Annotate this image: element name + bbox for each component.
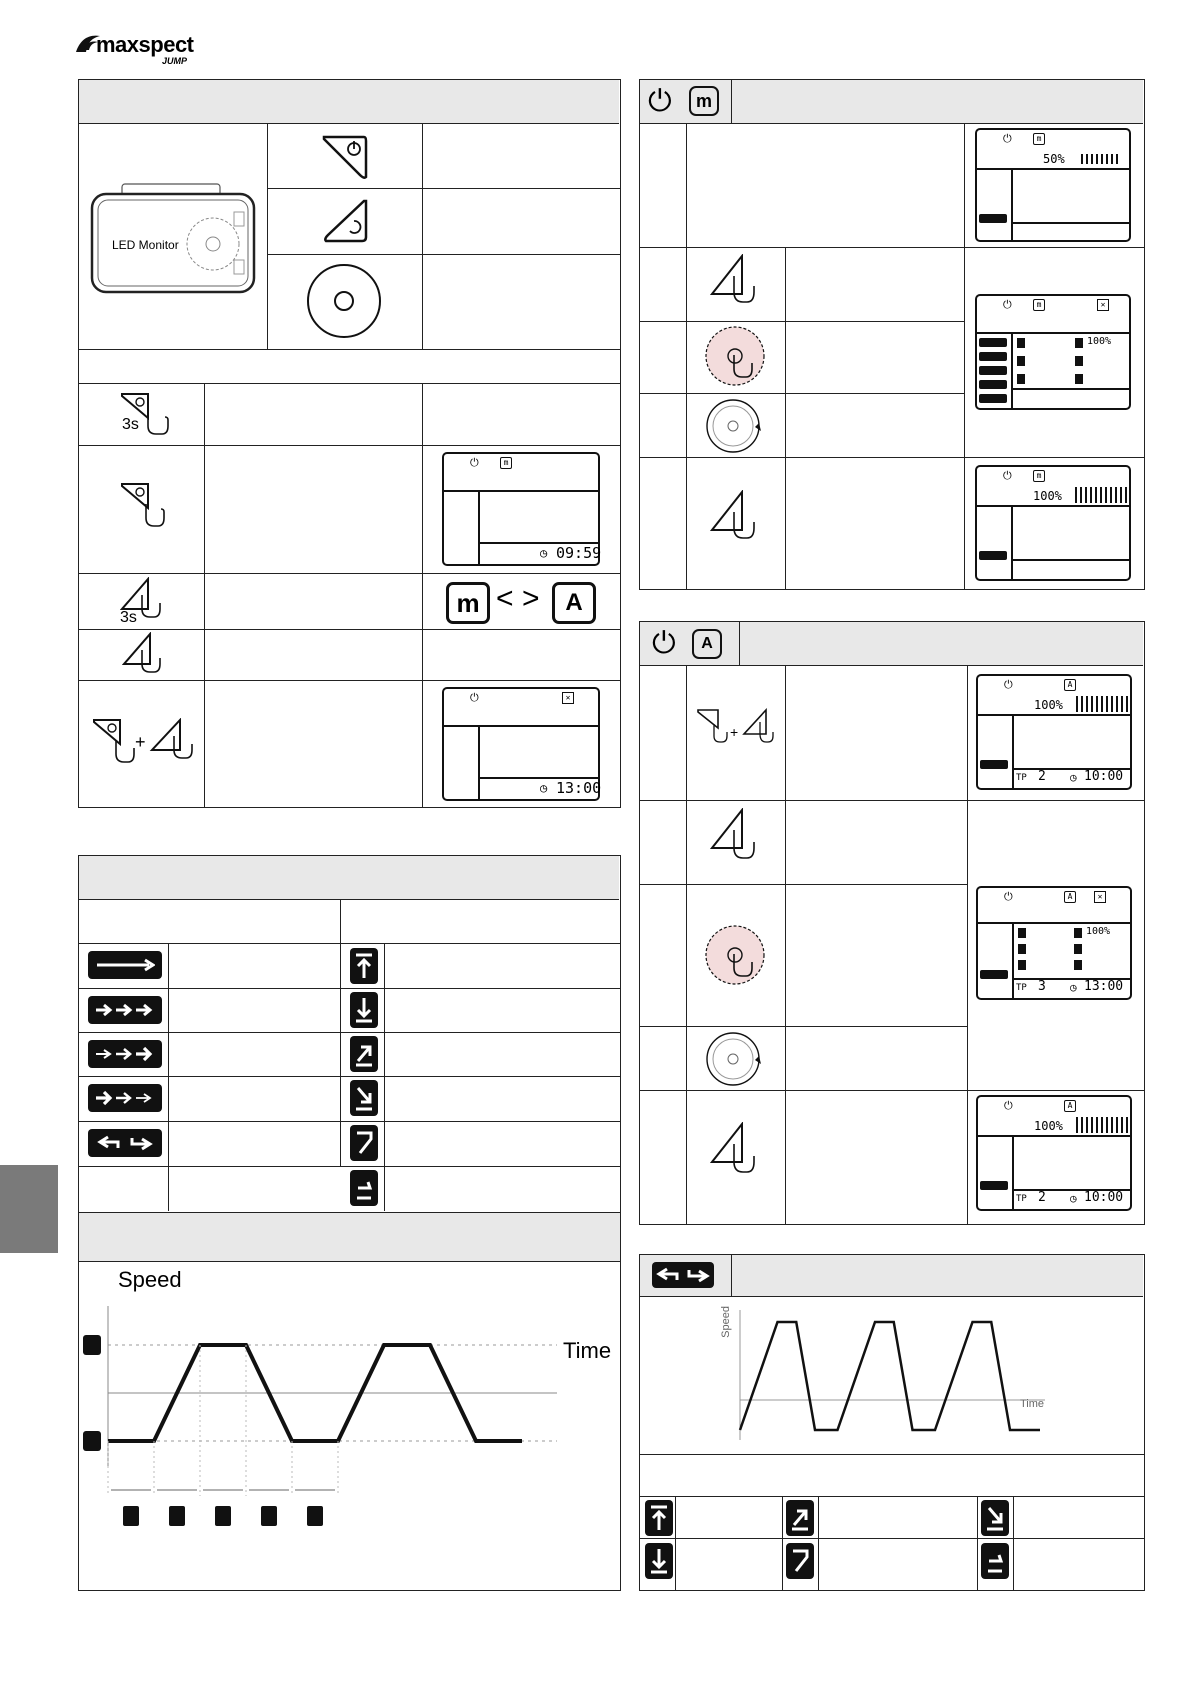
constant-small-icon bbox=[979, 551, 1007, 560]
lcd-manual-setting bbox=[975, 294, 1131, 410]
ramp-up-time-icon-b bbox=[786, 1500, 814, 1536]
wave-chart-ylabel: Speed bbox=[720, 1306, 732, 1338]
power-hold-gesture-icon bbox=[118, 392, 174, 438]
tp-label: TP bbox=[1016, 773, 1027, 783]
chart-xlabel: Time bbox=[563, 1338, 612, 1363]
auto-mode-icon: A bbox=[552, 582, 596, 624]
ramp-down-time-icon bbox=[350, 1080, 378, 1116]
lcd-time-manual: 09:59 bbox=[556, 544, 602, 562]
speed-pct: 50% bbox=[1043, 152, 1065, 166]
power-small-icon: ⏻ bbox=[1004, 1099, 1013, 1112]
dial-rotate-icon bbox=[703, 397, 767, 455]
tp-value: 2 bbox=[1038, 769, 1046, 784]
min-speed-icon-b bbox=[645, 1543, 673, 1579]
wave-chart-svg bbox=[710, 1300, 1060, 1450]
power-header-icon: ⏻ bbox=[652, 627, 676, 660]
clock-small-icon: ◷ bbox=[540, 781, 548, 795]
plus-sign: + bbox=[135, 732, 146, 752]
segment-icon bbox=[215, 1506, 231, 1526]
max-speed-axis-icon bbox=[83, 1335, 101, 1355]
clock-small-icon: ◷ bbox=[540, 546, 548, 560]
power-small-icon: ⏻ bbox=[1004, 678, 1013, 691]
mode-button-icon bbox=[322, 197, 372, 245]
high-hold-time-icon-b bbox=[786, 1543, 814, 1579]
min-speed-axis-icon bbox=[83, 1431, 101, 1451]
low-hold-time-icon bbox=[350, 1170, 378, 1206]
gradual-up-mode-icon bbox=[88, 1040, 162, 1068]
section-header-2 bbox=[79, 1212, 620, 1262]
speed-bars bbox=[1075, 487, 1127, 503]
mode-hold-gesture-icon bbox=[120, 577, 174, 627]
hold-3s-label: 3s bbox=[122, 416, 139, 433]
mode-less-sign: < bbox=[496, 582, 514, 615]
power-small-icon: ⏻ bbox=[1003, 298, 1012, 311]
auto-header-icon: A bbox=[692, 629, 722, 659]
wave-chart-xlabel: Time bbox=[1020, 1398, 1045, 1410]
mode-press-icon-r1 bbox=[710, 254, 760, 314]
lcd-auto-setting: ⏻ A ✕ 100% TP 3 ◷ 13:00 bbox=[976, 886, 1132, 1000]
segment-icon bbox=[261, 1506, 277, 1526]
auto-small-icon: A bbox=[1064, 891, 1076, 903]
constant-small-icon bbox=[979, 214, 1007, 223]
hold-3s-label-2: 3s bbox=[120, 609, 137, 626]
chart-ylabel: Speed bbox=[118, 1267, 182, 1292]
manual-mode-icon: m bbox=[446, 582, 490, 624]
lcd-auto-tp2-b: ⏻ A 100% TP 2 ◷ 10:00 bbox=[976, 1095, 1132, 1211]
manual-small-icon: m bbox=[1033, 133, 1045, 145]
tp-time: 13:00 bbox=[1084, 979, 1124, 994]
lcd-manual-100 bbox=[975, 465, 1131, 581]
max-speed-icon-b bbox=[645, 1500, 673, 1536]
tp-time: 10:00 bbox=[1084, 769, 1124, 784]
power-small-icon: ⏻ bbox=[470, 456, 479, 469]
manual-header-icon: m bbox=[689, 86, 719, 116]
lock-small-icon: ✕ bbox=[1097, 299, 1109, 311]
segment-icon bbox=[307, 1506, 323, 1526]
lcd-auto-tp2: ⏻ A 100% TP 2 ◷ 10:00 bbox=[976, 674, 1132, 790]
combo-gesture-icon-r bbox=[694, 708, 776, 756]
tp-time: 10:00 bbox=[1084, 1190, 1124, 1205]
speed-pct: 100% bbox=[1033, 489, 1062, 503]
tp-label: TP bbox=[1016, 983, 1027, 993]
tp-value: 2 bbox=[1038, 1190, 1046, 1205]
wave-speed-chart bbox=[710, 1300, 1060, 1450]
pulse-mode-icon bbox=[88, 996, 162, 1024]
segment-icon bbox=[123, 1506, 139, 1526]
mode-press-gesture-icon bbox=[122, 632, 168, 678]
speed-bars bbox=[1076, 696, 1128, 712]
power-small-icon: ⏻ bbox=[1003, 132, 1012, 145]
lock-small-icon: ✕ bbox=[562, 692, 574, 704]
mode-greater-sign: > bbox=[522, 582, 540, 615]
manual-small-icon: m bbox=[500, 457, 512, 469]
led-monitor-illustration bbox=[88, 180, 260, 296]
wave-header-icon bbox=[652, 1262, 714, 1288]
auto-small-icon: A bbox=[1064, 679, 1076, 691]
ramp-down-time-icon-b bbox=[981, 1500, 1009, 1536]
pulse-chart-svg bbox=[82, 1266, 617, 1566]
speed-pct: 100% bbox=[1034, 698, 1063, 712]
speed-bars bbox=[1081, 154, 1121, 164]
tp-label: TP bbox=[1016, 1194, 1027, 1204]
power-small-icon: ⏻ bbox=[470, 691, 479, 704]
constant-mode-icon bbox=[88, 951, 162, 979]
lcd-manual-50 bbox=[975, 128, 1131, 242]
speed-pct: 100% bbox=[1034, 1119, 1063, 1133]
dial-rotate-icon-2 bbox=[703, 1030, 767, 1088]
mode-press-icon-r4 bbox=[710, 1122, 760, 1186]
setting-pct: 100% bbox=[1086, 926, 1111, 937]
power-button-icon bbox=[320, 133, 370, 181]
brand-name: maxspect bbox=[96, 32, 194, 57]
gradual-down-mode-icon bbox=[88, 1084, 162, 1112]
segment-icon bbox=[169, 1506, 185, 1526]
max-speed-icon bbox=[350, 948, 378, 984]
dial-icon bbox=[306, 263, 382, 339]
power-small-icon: ⏻ bbox=[1004, 890, 1013, 903]
wave-mode-icon bbox=[88, 1129, 162, 1157]
plus-sign-r: + bbox=[730, 724, 739, 740]
auto-small-icon: A bbox=[1064, 1100, 1076, 1112]
tp-value: 3 bbox=[1038, 979, 1046, 994]
combo-gesture-icon bbox=[90, 718, 196, 772]
power-small-icon: ⏻ bbox=[1003, 469, 1012, 482]
device-label: LED Monitor bbox=[112, 238, 179, 252]
section-header bbox=[79, 80, 619, 124]
low-hold-time-icon-b bbox=[981, 1543, 1009, 1579]
dial-press-icon bbox=[704, 325, 766, 387]
power-press-gesture-icon bbox=[118, 482, 168, 532]
lock-small-icon: ✕ bbox=[1094, 891, 1106, 903]
setting-pct: 100% bbox=[1087, 336, 1112, 347]
manual-small-icon: m bbox=[1033, 299, 1045, 311]
dial-press-icon-2 bbox=[704, 924, 766, 986]
speed-bars bbox=[1076, 1117, 1128, 1133]
ramp-up-time-icon bbox=[350, 1036, 378, 1072]
lcd-auto-screen bbox=[442, 687, 600, 801]
manual-small-icon: m bbox=[1033, 470, 1045, 482]
section-header bbox=[79, 856, 619, 900]
wave-series-line bbox=[740, 1322, 1040, 1430]
lcd-manual-screen bbox=[442, 452, 600, 566]
high-hold-time-icon bbox=[350, 1125, 378, 1161]
side-tab bbox=[0, 1165, 58, 1253]
mode-press-icon-r3 bbox=[710, 808, 760, 872]
lcd-time-auto: 13:00 bbox=[556, 779, 602, 797]
brand-sub: JUMP bbox=[162, 56, 188, 66]
section-header bbox=[640, 1255, 1143, 1297]
mode-press-icon-r2 bbox=[710, 490, 760, 550]
brand-logo bbox=[74, 28, 204, 68]
pulse-speed-chart bbox=[82, 1266, 617, 1566]
power-header-icon: ⏻ bbox=[648, 85, 672, 118]
min-speed-icon bbox=[350, 992, 378, 1028]
